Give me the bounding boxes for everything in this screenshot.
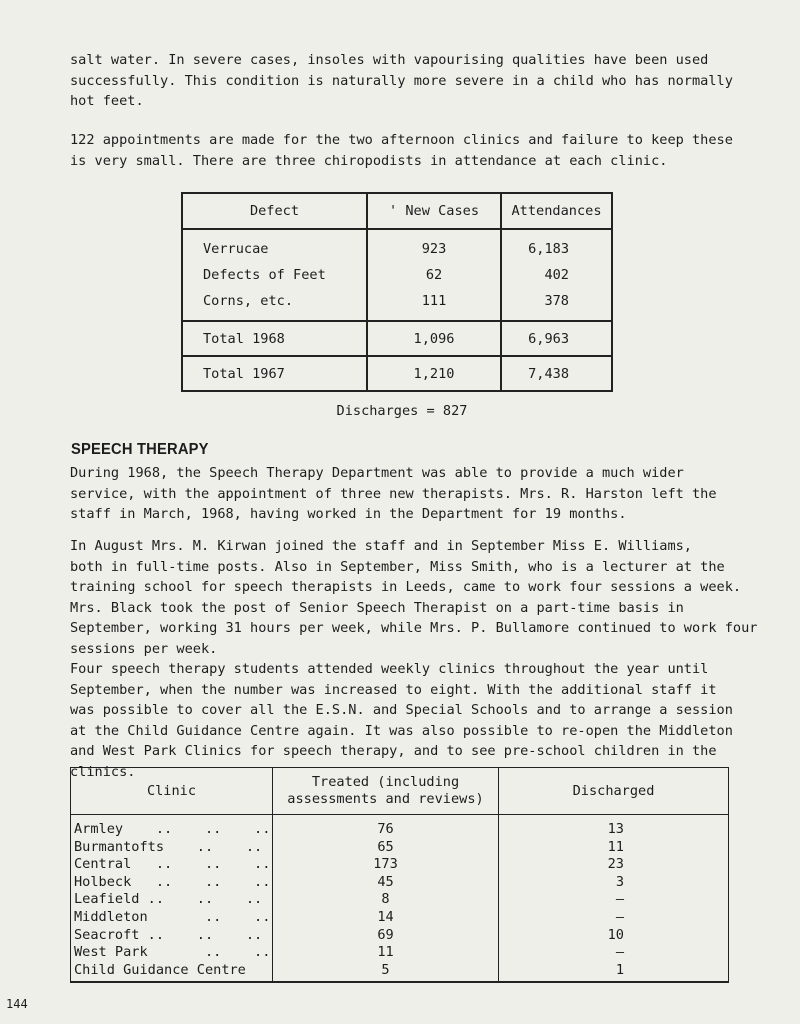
header-discharged: Discharged [499, 768, 729, 815]
attendances-cell: 378 [544, 293, 569, 309]
header-clinic: Clinic [71, 768, 273, 815]
speech-paragraph-1: During 1968, the Speech Therapy Department was able to provide a much wider service, with the appointment of three new therapists. Mrs. R. Harston left the staff in March, 1968, having worked in the Department for 19 months. [70, 465, 717, 522]
discharged-cell: 11 [607, 838, 624, 855]
clinic-cell: Leafield .. .. .. [71, 891, 273, 909]
header-treated-line1: Treated (including [311, 774, 460, 790]
page-number: 144 [6, 997, 28, 1011]
treated-cell: 69 [273, 927, 499, 945]
discharged-cell: 3 [615, 873, 624, 890]
treated-cell: 8 [273, 891, 499, 909]
treated-cell: 11 [273, 944, 499, 962]
intro-paragraph: salt water. In severe cases, insoles with vapourising qualities have been used successfully. This condition is naturally more severe in a child who has normally hot feet. [70, 52, 733, 109]
table-row [71, 891, 729, 909]
table-header-row [71, 768, 729, 815]
total-label: Total 1967 [182, 356, 367, 391]
total-1967-row [182, 356, 612, 391]
table-row [71, 856, 729, 874]
speech-paragraph-3: Four speech therapy students attended weekly clinics throughout the year until September, when the number was increased to eight. With the additional staff it was possible to cover all the E.S.N. and Special Schools and to arrange a session at the Child Guidance Centre again. It was also possible to re-open the Middleton and West Park Clinics for speech therapy, and to see pre-school children in the clinics. [70, 661, 733, 780]
attendances-cell: 402 [544, 267, 569, 283]
treated-cell: 14 [273, 909, 499, 927]
table-row [182, 229, 612, 262]
new-cases-cell: 62 [367, 262, 501, 288]
discharged-cell: – [615, 908, 624, 925]
discharges-line: Discharges = 827 [336, 403, 468, 419]
discharged-cell: 13 [607, 821, 624, 837]
header-treated-line2: assessments and reviews) [287, 791, 484, 807]
table-row [71, 909, 729, 927]
discharged-cell: – [615, 944, 624, 961]
header-treated [273, 768, 499, 815]
attendances-cell: 6,183 [528, 241, 569, 257]
clinic-cell: Armley .. .. .. [71, 815, 273, 839]
new-cases-cell: 111 [367, 288, 501, 321]
header-defect: Defect [182, 193, 367, 229]
clinic-cell: Burmantofts .. .. [71, 839, 273, 857]
appointments-paragraph: 122 appointments are made for the two afternoon clinics and failure to keep these is very small. There are three chiropodists in attendance at each clinic. [70, 132, 733, 169]
chiropody-table [181, 192, 613, 392]
table-row [71, 927, 729, 945]
defect-cell: Corns, etc. [182, 288, 367, 321]
total-label: Total 1968 [182, 321, 367, 356]
clinic-cell: Child Guidance Centre [71, 962, 273, 983]
clinic-cell: Central .. .. .. [71, 856, 273, 874]
clinic-cell: West Park .. .. [71, 944, 273, 962]
table-row [71, 874, 729, 892]
treated-cell: 65 [273, 839, 499, 857]
table-header-row [182, 193, 612, 229]
header-new-cases: ' New Cases [367, 193, 501, 229]
discharged-cell: 1 [615, 961, 624, 978]
clinic-cell: Middleton .. .. [71, 909, 273, 927]
treated-cell: 173 [273, 856, 499, 874]
section-heading: SPEECH THERAPY [71, 441, 209, 458]
total-new-cases: 1,096 [367, 321, 501, 356]
treated-cell: 76 [273, 815, 499, 839]
new-cases-cell: 923 [367, 229, 501, 262]
table-row [71, 839, 729, 857]
total-new-cases: 1,210 [367, 356, 501, 391]
total-attendances: 6,963 [501, 321, 612, 356]
table-row [182, 262, 612, 288]
total-1968-row [182, 321, 612, 356]
treated-cell: 5 [273, 962, 499, 983]
discharged-cell: 23 [607, 856, 624, 873]
discharged-cell: 10 [607, 926, 624, 943]
total-attendances: 7,438 [501, 356, 612, 391]
clinic-cell: Seacroft .. .. .. [71, 927, 273, 945]
speech-paragraph-2: In August Mrs. M. Kirwan joined the staff and in September Miss E. Williams, both in full-time posts. Also in September, Miss Smith, who is a lecturer at the training school for speech therapists in Leeds, came to work four sessions a week. Mrs. Black took the post of Senior Speech Therapist on a part-time basis in September, working 31 hours per week, while Mrs. P. Bullamore continued to work four sessions per week. [70, 538, 758, 657]
table-row [71, 815, 729, 839]
table-row [71, 962, 729, 983]
clinic-cell: Holbeck .. .. .. [71, 874, 273, 892]
defect-cell: Verrucae [182, 229, 367, 262]
table-row [71, 944, 729, 962]
header-attendances: Attendances [501, 193, 612, 229]
discharged-cell: – [615, 891, 624, 908]
defect-cell: Defects of Feet [182, 262, 367, 288]
table-row [182, 288, 612, 321]
treated-cell: 45 [273, 874, 499, 892]
speech-therapy-table [70, 767, 729, 983]
